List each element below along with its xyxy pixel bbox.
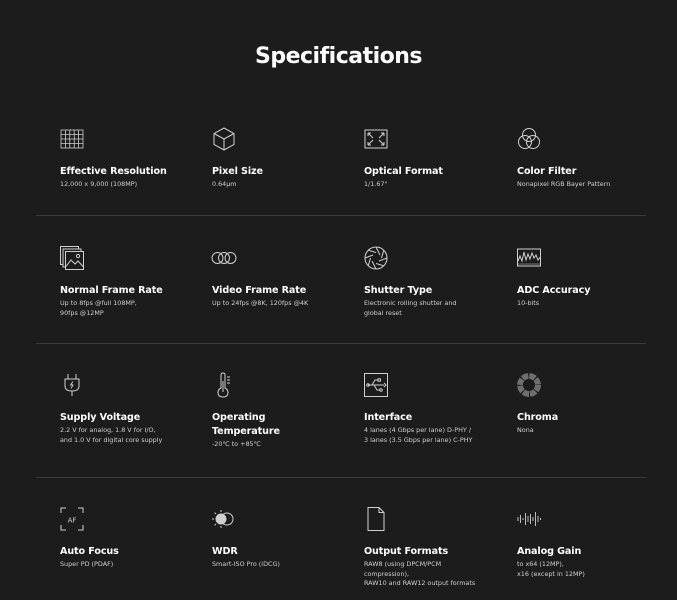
spec-label: Analog Gain xyxy=(517,546,582,557)
spec-label: Effective Resolution xyxy=(60,166,167,177)
spec-value: Smart-ISO Pro (iDCG) xyxy=(212,560,280,568)
spec-label: ADC Accuracy xyxy=(517,285,591,296)
image-stack-icon xyxy=(59,245,85,271)
spec-label: Optical Format xyxy=(364,166,443,177)
spec-label: WDR xyxy=(212,546,238,557)
thermometer-icon xyxy=(211,372,237,398)
spec-value: 1/1.67" xyxy=(364,180,388,188)
divider-3 xyxy=(36,477,646,478)
spec-value: RAW8 (using DPCM/PCM compression), RAW10 and RAW12 output formats xyxy=(364,560,476,587)
spec-value: Nona xyxy=(517,426,534,434)
spec-value: Nonapixel RGB Bayer Pattern xyxy=(517,180,611,188)
wdr-sun-icon xyxy=(211,506,237,532)
spec-value: 10-bits xyxy=(517,299,540,307)
spec-value: 0.64μm xyxy=(212,180,237,188)
spec-label: Pixel Size xyxy=(212,166,263,177)
expand-frame-icon xyxy=(363,126,389,152)
spec-value: 12,000 x 9,000 (108MP) xyxy=(60,180,138,188)
spec-label: Operating Temperature xyxy=(212,412,280,437)
aperture-icon xyxy=(363,245,389,271)
film-circles-icon xyxy=(211,245,237,271)
svg-text:AF: AF xyxy=(67,516,77,525)
spec-value: Up to 24fps @8K, 120fps @4K xyxy=(212,299,309,307)
pixel-grid-icon xyxy=(59,126,85,152)
spec-label: Interface xyxy=(364,412,413,423)
spec-value: to x64 (12MP), x16 (except in 12MP) xyxy=(517,560,585,578)
signal-bars-icon xyxy=(516,506,542,532)
spec-value: Electronic rolling shutter and global reset xyxy=(364,299,457,317)
spec-value: 2.2 V for analog, 1.8 V for I/O, and 1.0 V for digital core supply xyxy=(60,426,163,444)
cube-icon xyxy=(211,126,237,152)
document-icon xyxy=(363,506,389,532)
spec-value: -20℃ to +85℃ xyxy=(212,440,261,448)
spec-label: Chroma xyxy=(517,412,559,423)
spec-label: Supply Voltage xyxy=(60,412,141,423)
spec-label: Shutter Type xyxy=(364,285,433,296)
power-plug-icon xyxy=(59,372,85,398)
spec-label: Auto Focus xyxy=(60,546,119,557)
divider-1 xyxy=(36,215,646,216)
waveform-icon xyxy=(516,245,542,271)
rgb-circles-icon xyxy=(516,126,542,152)
af-frame-icon xyxy=(59,506,85,532)
spec-label: Video Frame Rate xyxy=(212,285,307,296)
spec-value: Super PD (PDAF) xyxy=(60,560,114,568)
spec-label: Normal Frame Rate xyxy=(60,285,163,296)
spec-label: Output Formats xyxy=(364,546,449,557)
usb-interface-icon xyxy=(363,372,389,398)
page-title: Specifications xyxy=(254,44,423,69)
divider-2 xyxy=(36,343,646,344)
chroma-ring-icon xyxy=(516,372,542,398)
spec-value: Up to 8fps @full 108MP, 90fps @12MP xyxy=(60,299,137,317)
spec-value: 4 lanes (4 Gbps per lane) D-PHY / 3 lanes (3.5 Gbps per lane) C-PHY xyxy=(364,426,473,444)
spec-label: Color Filter xyxy=(517,166,577,177)
